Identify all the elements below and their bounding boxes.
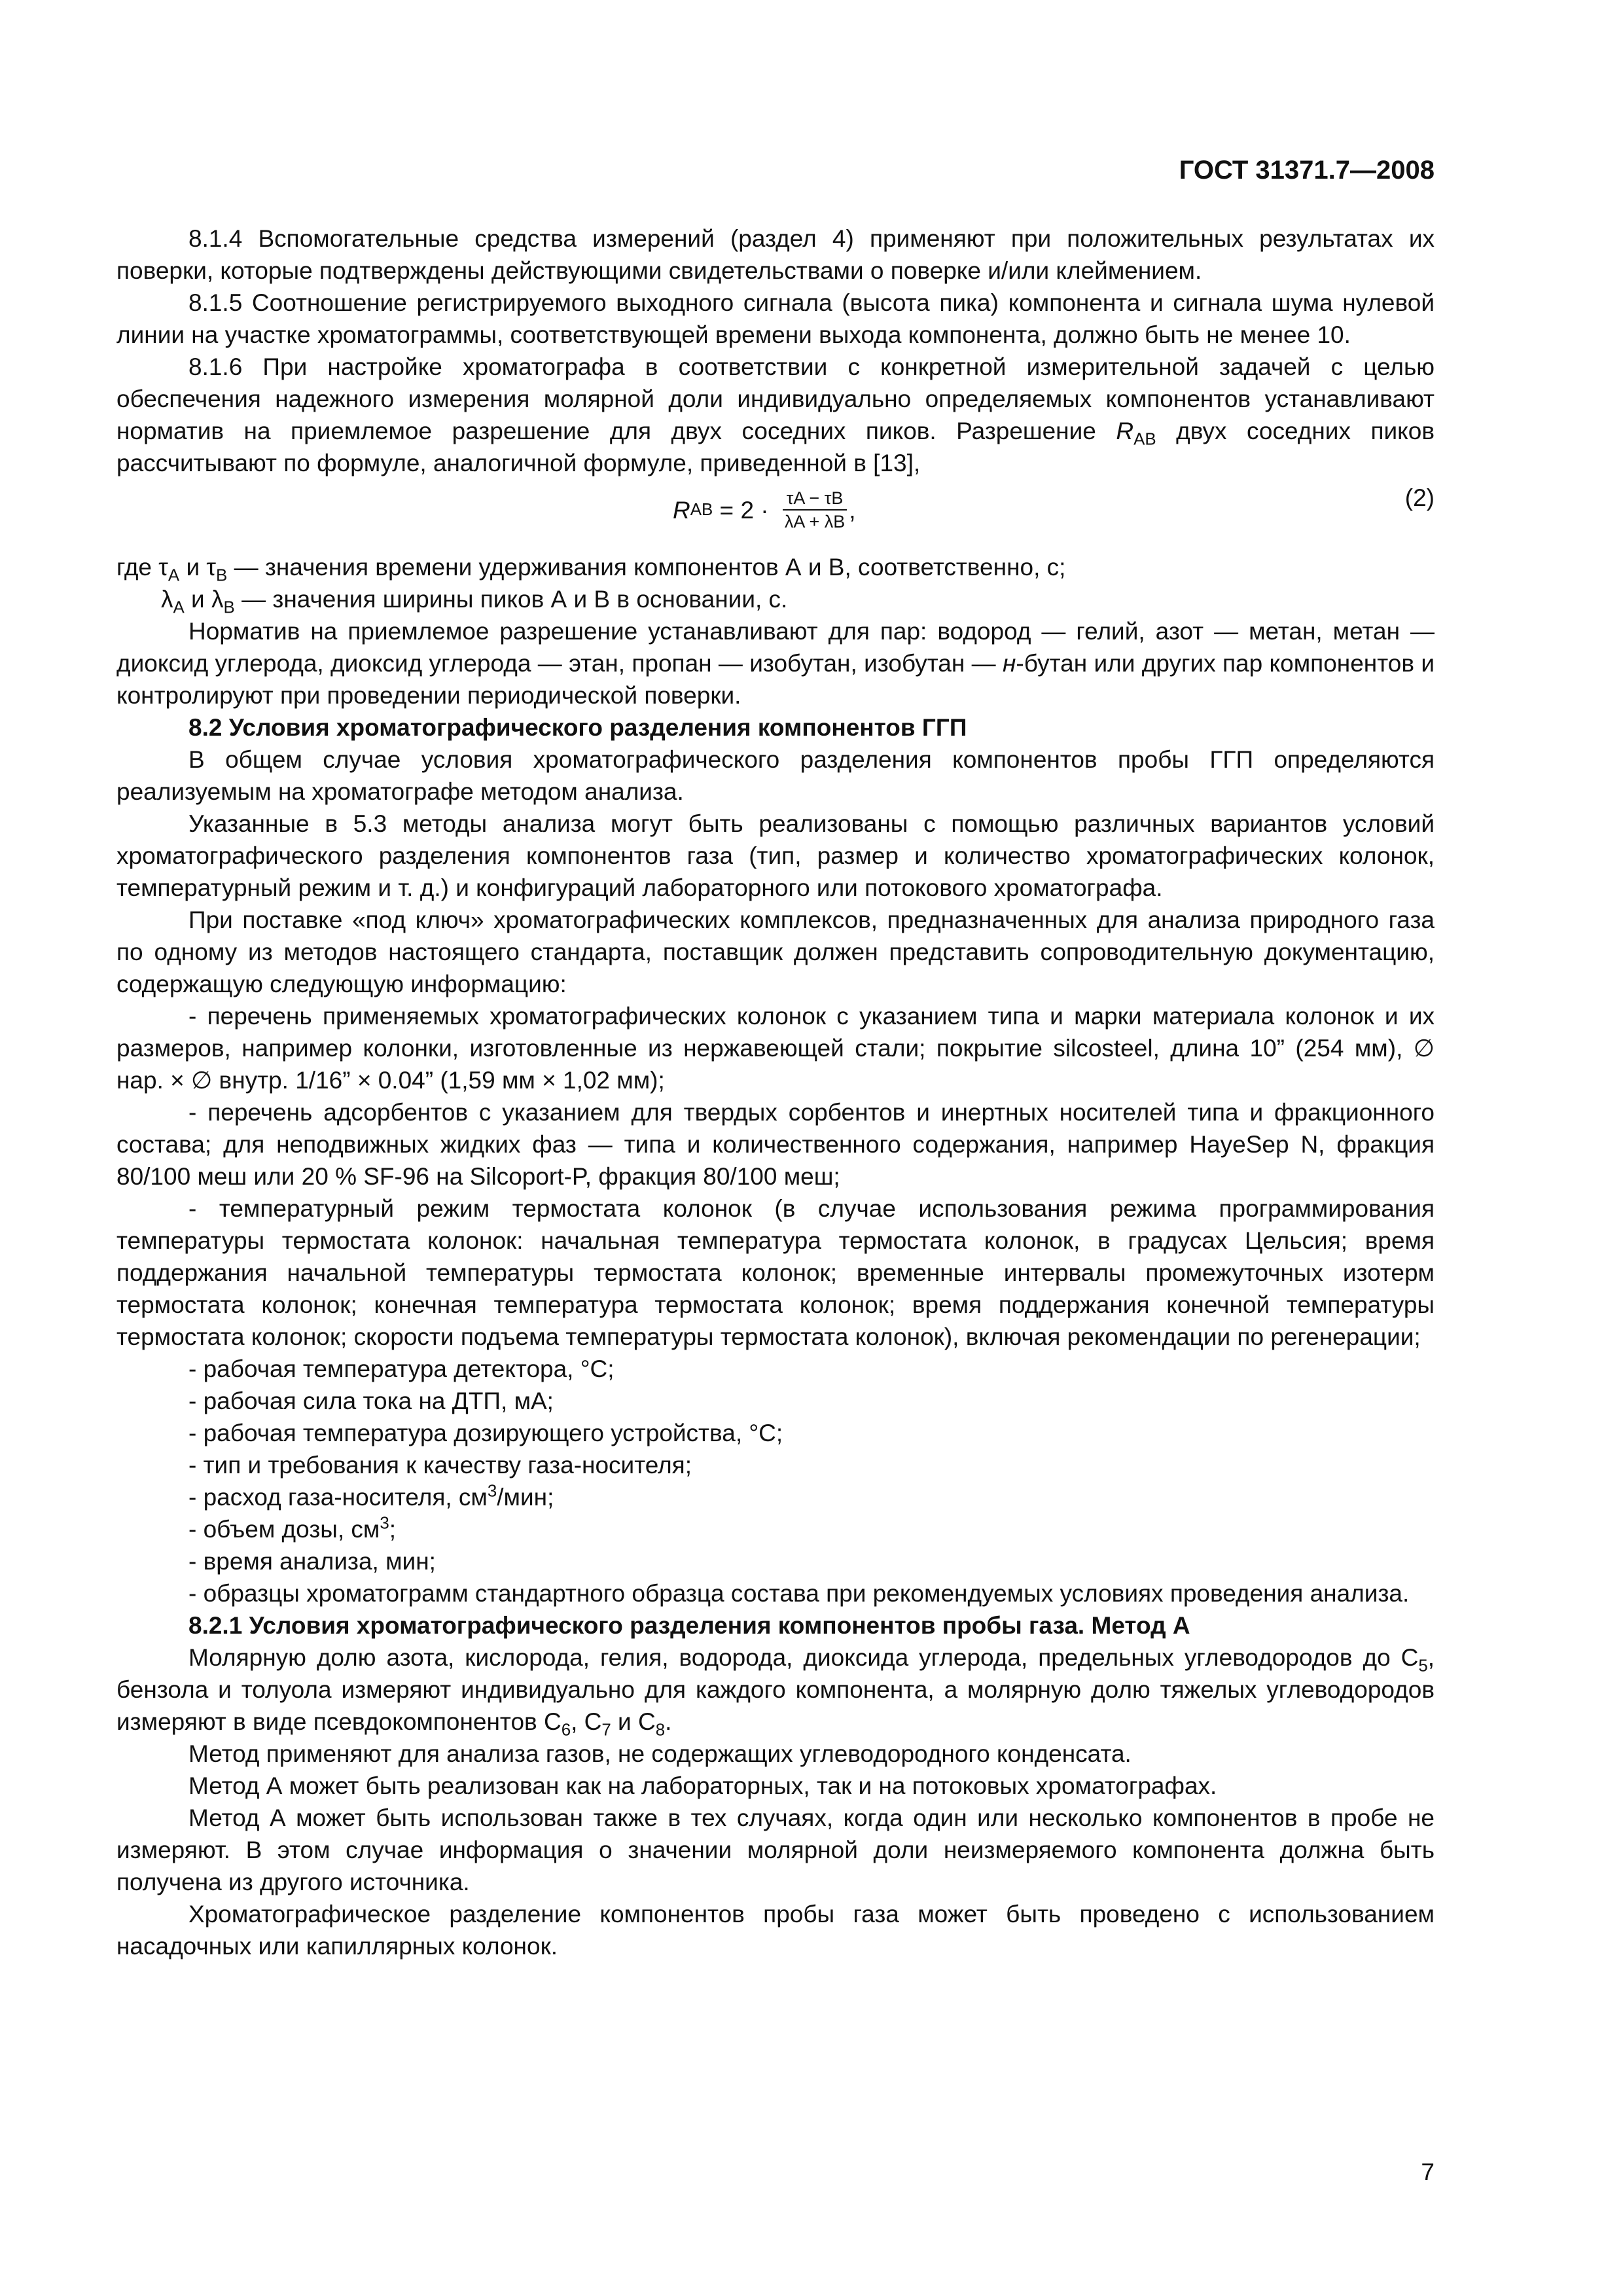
text-segment: и С [611,1708,656,1735]
text-segment: двух соседних пиков рассчитывают по формуле, аналогичной формуле, приведенной в [13], [116,418,1435,476]
text-segment: - объем дозы, см [188,1516,380,1543]
fraction-numerator: τA − τB [783,487,847,511]
paragraph-8-2-1-c: Метод А может быть реализован как на лабораторных, так и на потоковых хроматографах. [188,1772,1217,1799]
formula-comma: , [849,496,856,524]
superscript: 3 [380,1514,389,1533]
text-segment: , С [571,1708,602,1735]
list-item: - время анализа, мин; [188,1548,436,1575]
list-item: - рабочая температура детектора, °С; [188,1355,615,1382]
document-body [116,223,1435,1962]
text-segment: -бутан или других пар компонентов и контролируют при проведении периодической поверки. [116,650,1435,709]
text-segment: , бензола и толуола измеряют индивидуально для каждого компонента, а молярную долю тяжелых углеводородов измеряют в виде псевдокомпонентов С [116,1644,1435,1735]
subscript: A [168,566,180,585]
text-segment: - расход газа-носителя, см [188,1484,488,1511]
text-segment: ; [389,1516,397,1543]
formula-fraction [781,487,849,533]
text-segment: — значения времени удерживания компонентов А и В, соответственно, с; [227,554,1066,581]
formula-equals: = 2 · [713,496,776,524]
text-segment: где τ [116,554,168,581]
subscript: AB [1133,430,1156,449]
text-segment: λ [161,586,173,613]
paragraph-8-2-1-b: Метод применяют для анализа газов, не содержащих углеводородного конденсата. [188,1740,1132,1767]
paragraph-8-2-1-d: Метод А может быть использован также в тех случаях, когда один или несколько компонентов в пробе не измеряют. В этом случае информация о значении молярной доли неизмеряемого компонента должна быть получена из другого источника. [116,1804,1435,1895]
list-item: - температурный режим термостата колонок (в случае использования режима программирования температуры термостата колонок: начальная температура термостата колонок, в градусах Цельсия; время поддержания начальной температуры термостата колонок; временные интервалы промежуточных изотерм термостата колонок; конечная температура термостата колонок; время поддержания конечной температуры термостата колонок; скорости подъема температуры термостата колонок), включая рекомендации по регенерации; [116,1195,1435,1350]
italic-segment: н [1003,650,1016,677]
text-segment: /мин; [497,1484,554,1511]
where-line-2 [116,583,1435,615]
subscript: A [173,598,185,617]
list-item: - образцы хроматограмм стандартного образца состава при рекомендуемых условиях проведения анализа. [188,1580,1410,1607]
paragraph-8-2-a: В общем случае условия хроматографического разделения компонентов пробы ГГП определяются реализуемым на хроматографе методом анализа. [116,746,1435,805]
heading-8-2: 8.2 Условия хроматографического разделения компонентов ГГП [188,714,967,741]
where-line-1 [116,551,1435,583]
paragraph-8-2-c: При поставке «под ключ» хроматографических комплексов, предназначенных для анализа природного газа по одному из методов настоящего стандарта, поставщик должен представить сопроводительную документацию, содержащую следующую информацию: [116,906,1435,997]
text-segment: Молярную долю азота, кислорода, гелия, водорода, диоксида углерода, предельных углеводородов до С [188,1644,1419,1671]
subscript: 5 [1418,1657,1428,1676]
fraction-denominator: λA + λB [784,512,846,531]
resolution-symbol: R [1116,418,1134,444]
subscript: B [223,598,235,617]
paragraph-norm [116,615,1435,711]
subscript: B [216,566,228,585]
paragraph-8-2-1-a [116,1641,1435,1738]
page-number: 7 [1421,2159,1435,2185]
formula-lhs: R [673,496,690,524]
list-item: - рабочая температура дозирующего устройства, °С; [188,1420,783,1446]
list-item: - рабочая сила тока на ДТП, мА; [188,1388,554,1414]
paragraph-8-1-4: 8.1.4 Вспомогательные средства измерений (раздел 4) применяют при положительных результатах их поверки, которые подтверждены действующими свидетельствами о поверке и/или клеймением. [116,225,1435,284]
formula-expression: R AB = 2 · $\frac{\tau A - \tau B}{\lambda A + \lambda B}$ , [673,488,856,531]
subscript: 6 [561,1721,571,1740]
text-segment: — значения ширины пиков А и В в основании, с. [234,586,788,613]
text-segment: и λ [184,586,224,613]
subscript: 7 [601,1721,611,1740]
paragraph-8-2-b: Указанные в 5.3 методы анализа могут быть реализованы с помощью различных вариантов условий хроматографического разделения компонентов газа (тип, размер и количество хроматографических колонок, температурный режим и т. д.) и конфигураций лабораторного или потокового хроматографа. [116,810,1435,901]
text-segment: и τ [179,554,217,581]
heading-8-2-1: 8.2.1 Условия хроматографического разделения компонентов пробы газа. Метод А [188,1612,1190,1639]
list-item: - перечень адсорбентов с указанием для твердых сорбентов и инертных носителей типа и фракционного состава; для неподвижных жидких фаз — типа и количественного содержания, например HayeSep N, фракция 80/100 меш или 20 % SF-96 на Silcoport-P, фракция 80/100 меш; [116,1099,1435,1190]
formula-number: (2) [1404,484,1435,511]
list-item [116,1481,1435,1513]
superscript: 3 [487,1482,497,1501]
text-segment: 8.1.6 При настройке хроматографа в соответствии с конкретной измерительной задачей с целью обеспечения надежного измерения молярной доли индивидуально определяемых компонентов устанавливают норматив на приемлемое разрешение для двух соседних пиков. Разрешение [116,353,1435,444]
list-item: - тип и требования к качеству газа-носителя; [188,1452,692,1479]
formula-2 [116,482,1435,550]
text-segment: . [665,1708,672,1735]
list-item: - перечень применяемых хроматографических колонок с указанием типа и марки материала колонок и их размеров, например колонки, изготовленные из нержавеющей стали; покрытие silcosteel, длина 10” (254 мм), ∅ нар. × ∅ внутр. 1/16” × 0.04” (1,59 мм × 1,02 мм); [116,1003,1435,1094]
text-segment: Норматив на приемлемое разрешение устанавливают для пар: водород — гелий, азот — метан, метан — диоксид углерода, диоксид углерода — этан, пропан — изобутан, изобутан — [116,618,1435,677]
paragraph-8-2-1-e: Хроматографическое разделение компонентов пробы газа может быть проведено с использованием насадочных или капиллярных колонок. [116,1901,1435,1960]
subscript: 8 [655,1721,666,1740]
paragraph-8-1-5: 8.1.5 Соотношение регистрируемого выходного сигнала (высота пика) компонента и сигнала шума нулевой линии на участке хроматограммы, соответствующей времени выхода компонента, должно быть не менее 10. [116,289,1435,348]
list-item [116,1513,1435,1545]
paragraph-8-1-6 [116,351,1435,479]
document-header: ГОСТ 31371.7—2008 [1179,156,1435,185]
